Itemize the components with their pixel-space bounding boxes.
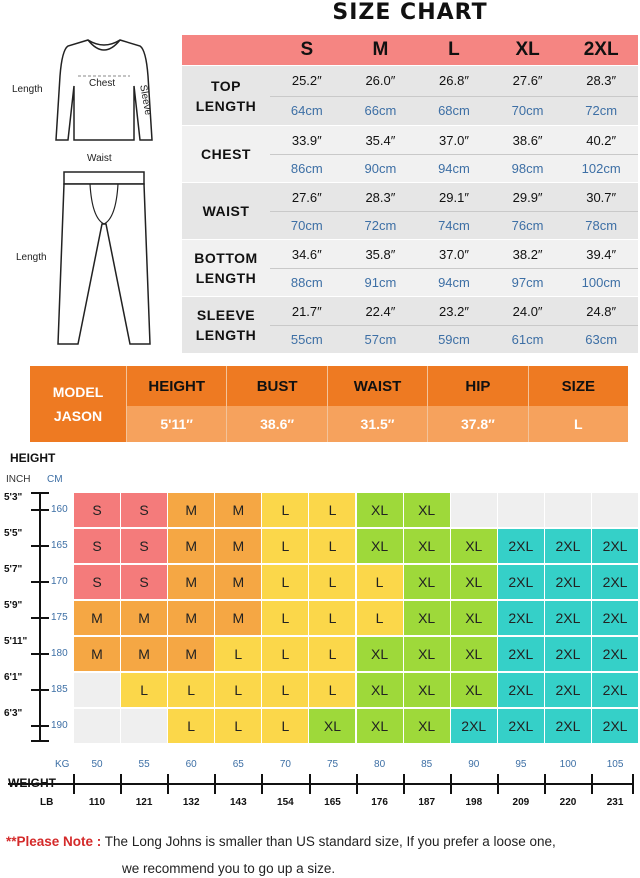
height-tick	[31, 725, 49, 727]
inch-unit-label: INCH	[6, 474, 31, 485]
grid-cell	[545, 493, 591, 527]
cm-value: 63cm	[564, 325, 638, 353]
grid-cell	[592, 493, 638, 527]
cm-value: 94cm	[417, 268, 491, 296]
grid-cell: 2XL	[592, 637, 638, 671]
grid-cell: S	[121, 529, 167, 563]
grid-cell: L	[168, 673, 214, 707]
cm-value: 68cm	[417, 96, 491, 126]
model-header: WAIST	[328, 366, 427, 406]
grid-cell: L	[309, 673, 355, 707]
grid-cell: XL	[451, 673, 497, 707]
grid-cell	[74, 709, 120, 743]
grid-cell: XL	[404, 565, 450, 599]
weight-kg-label: 90	[468, 759, 480, 770]
measurement-row-chest	[182, 126, 638, 182]
inch-value: 35.4″	[365, 132, 396, 148]
model-column	[327, 366, 427, 442]
cm-value: 61cm	[491, 325, 565, 353]
cm-value: 88cm	[270, 268, 344, 296]
grid-row	[74, 601, 640, 635]
inch-value: 28.3″	[365, 189, 396, 205]
cm-value: 102cm	[564, 154, 638, 182]
measurement-label: TOP LENGTH	[195, 77, 257, 114]
weight-kg-label: 55	[138, 759, 150, 770]
inch-value: 38.2″	[512, 246, 543, 262]
grid-cell: S	[74, 565, 120, 599]
model-label: MODEL	[52, 384, 104, 400]
pants-length-label: Length	[16, 252, 47, 263]
grid-cell: L	[168, 709, 214, 743]
cm-value: 94cm	[417, 154, 491, 182]
grid-cell: M	[168, 529, 214, 563]
grid-cell: L	[262, 601, 308, 635]
inch-value: 26.0″	[365, 73, 396, 89]
model-column	[427, 366, 527, 442]
weight-lb-label: 132	[182, 797, 200, 808]
inch-value: 24.8″	[586, 303, 617, 319]
measurement-label: BOTTOM LENGTH	[194, 250, 258, 286]
height-tick	[31, 617, 49, 619]
height-inch-label: 6'3"	[4, 708, 23, 719]
grid-cell: L	[357, 601, 403, 635]
weight-lb-label: 154	[277, 797, 294, 808]
weight-axis-line	[8, 783, 634, 785]
grid-cell: XL	[357, 673, 403, 707]
inch-value: 27.6″	[291, 189, 322, 205]
grid-cell: XL	[404, 529, 450, 563]
grid-cell: M	[168, 565, 214, 599]
pants-waist-label: Waist	[87, 153, 112, 164]
grid-row	[74, 529, 640, 563]
inch-value: 27.6″	[512, 73, 543, 89]
height-cm-label: 185	[51, 684, 68, 695]
weight-lb-label: 209	[512, 797, 530, 808]
weight-tick	[544, 774, 546, 794]
grid-cell: 2XL	[498, 529, 544, 563]
grid-cell: XL	[357, 637, 403, 671]
grid-cell: L	[262, 529, 308, 563]
height-tick	[31, 689, 49, 691]
weight-tick	[591, 774, 593, 794]
grid-cell: XL	[357, 709, 403, 743]
model-value: 37.8″	[428, 406, 527, 442]
grid-cell: 2XL	[451, 709, 497, 743]
size-header: XL	[515, 39, 540, 60]
grid-cell: S	[121, 493, 167, 527]
model-value: L	[529, 406, 628, 442]
long-pants-icon	[52, 168, 156, 352]
height-cm-label: 165	[51, 540, 68, 551]
grid-cell: XL	[451, 601, 497, 635]
grid-cell: M	[215, 601, 261, 635]
inch-value: 35.8″	[365, 246, 396, 262]
cm-value: 91cm	[344, 268, 418, 296]
grid-cell: 2XL	[592, 601, 638, 635]
inch-value: 28.3″	[586, 73, 617, 89]
grid-cell: 2XL	[545, 529, 591, 563]
measurement-label: CHEST	[201, 146, 251, 162]
grid-cell: S	[121, 565, 167, 599]
weight-tick	[309, 774, 311, 794]
weight-tick	[73, 774, 75, 794]
cm-value: 78cm	[564, 211, 638, 239]
inch-value: 23.2″	[439, 303, 469, 319]
size-note	[6, 834, 556, 849]
model-value: 5'11″	[127, 406, 226, 442]
weight-lb-label: 110	[88, 797, 106, 808]
grid-cell: XL	[451, 565, 497, 599]
grid-cell: M	[74, 637, 120, 671]
weight-lb-label: 231	[606, 797, 624, 808]
grid-cell: M	[215, 529, 261, 563]
weight-tick	[403, 774, 405, 794]
grid-cell: L	[262, 565, 308, 599]
height-cm-label: 180	[51, 648, 68, 659]
grid-row	[74, 709, 640, 743]
height-tick	[31, 509, 49, 511]
cm-value: 97cm	[491, 268, 565, 296]
weight-kg-label: 100	[559, 759, 577, 770]
height-inch-label: 5'3"	[4, 492, 23, 503]
grid-cell: 2XL	[592, 673, 638, 707]
grid-cell: L	[215, 637, 261, 671]
grid-cell: M	[121, 637, 167, 671]
model-name-cell	[30, 366, 126, 442]
weight-kg-label: 60	[185, 759, 197, 770]
inch-value: 40.2″	[586, 132, 617, 148]
height-axis-end	[31, 740, 49, 742]
inch-value: 25.2″	[291, 73, 322, 89]
grid-cell: 2XL	[498, 673, 544, 707]
height-axis-title: HEIGHT	[10, 451, 56, 465]
model-header: HIP	[428, 366, 527, 406]
weight-kg-label: 70	[279, 759, 291, 770]
height-inch-label: 5'9"	[4, 600, 23, 611]
grid-cell: XL	[309, 709, 355, 743]
inch-value: 38.6″	[512, 132, 543, 148]
height-axis-end	[31, 492, 49, 494]
weight-lb-label: 143	[229, 797, 247, 808]
size-header: L	[448, 39, 460, 60]
grid-cell: XL	[404, 601, 450, 635]
cm-value: 66cm	[344, 96, 418, 126]
weight-lb-label: 165	[324, 797, 341, 808]
grid-cell: 2XL	[545, 637, 591, 671]
height-cm-label: 160	[51, 504, 68, 515]
model-info-table	[30, 366, 628, 442]
height-tick	[31, 653, 49, 655]
cm-value: 70cm	[491, 96, 565, 126]
inch-value: 37.0″	[439, 132, 469, 148]
inch-value: 29.9″	[512, 189, 543, 205]
inch-value: 24.0″	[512, 303, 543, 319]
height-inch-label: 5'11"	[4, 636, 28, 647]
grid-cell: 2XL	[592, 565, 638, 599]
shirt-sleeve-label: Sleeve	[137, 84, 154, 117]
grid-cell: L	[215, 673, 261, 707]
weight-lb-label: 198	[465, 797, 483, 808]
grid-row	[74, 637, 640, 671]
grid-cell	[121, 709, 167, 743]
grid-cell: L	[309, 529, 355, 563]
grid-cell: 2XL	[498, 637, 544, 671]
cm-value: 76cm	[491, 211, 565, 239]
weight-tick	[497, 774, 499, 794]
grid-cell: 2XL	[498, 601, 544, 635]
grid-cell: M	[168, 601, 214, 635]
inch-value: 21.7″	[291, 303, 322, 319]
weight-tick	[214, 774, 216, 794]
inch-value: 30.7″	[586, 189, 617, 205]
grid-cell: M	[168, 493, 214, 527]
weight-kg-label: 85	[421, 759, 433, 770]
height-tick	[31, 581, 49, 583]
inch-value: 34.6″	[291, 246, 322, 262]
model-column	[126, 366, 226, 442]
model-value: 38.6″	[227, 406, 326, 442]
measurement-label: WAIST	[202, 203, 250, 219]
grid-cell: XL	[451, 637, 497, 671]
inch-value: 22.4″	[365, 303, 396, 319]
grid-cell: XL	[451, 529, 497, 563]
shirt-length-label: Length	[12, 84, 43, 95]
grid-cell: M	[168, 637, 214, 671]
grid-cell: XL	[404, 673, 450, 707]
model-header: HEIGHT	[127, 366, 226, 406]
size-header: S	[300, 39, 314, 60]
weight-tick	[356, 774, 358, 794]
weight-tick	[167, 774, 169, 794]
inch-value: 39.4″	[586, 246, 617, 262]
grid-cell: XL	[357, 529, 403, 563]
cm-value: 64cm	[270, 96, 344, 126]
note-text: The Long Johns is smaller than US standard size, If you prefer a loose one,	[101, 834, 556, 849]
grid-cell: M	[215, 565, 261, 599]
grid-cell: M	[215, 493, 261, 527]
grid-cell: 2XL	[545, 709, 591, 743]
grid-cell: 2XL	[498, 565, 544, 599]
measurement-row-waist	[182, 183, 638, 239]
weight-kg-label: 95	[515, 759, 527, 770]
grid-cell: 2XL	[592, 709, 638, 743]
size-note-continued: we recommend you to go up a size.	[122, 861, 336, 876]
grid-cell: XL	[404, 637, 450, 671]
weight-kg-label: 50	[91, 759, 103, 770]
height-tick	[31, 545, 49, 547]
weight-kg-label: 65	[232, 759, 244, 770]
weight-lb-label: 187	[418, 797, 436, 808]
inch-value: 33.9″	[291, 132, 322, 148]
grid-cell	[498, 493, 544, 527]
size-header-row	[182, 35, 638, 65]
grid-cell: 2XL	[545, 673, 591, 707]
weight-tick	[261, 774, 263, 794]
cm-value: 72cm	[564, 96, 638, 126]
size-header: 2XL	[583, 39, 619, 60]
weight-tick	[120, 774, 122, 794]
lb-unit-label: LB	[40, 797, 54, 808]
grid-cell: 2XL	[545, 565, 591, 599]
kg-unit-label: KG	[55, 759, 70, 770]
model-header: BUST	[227, 366, 326, 406]
height-inch-label: 6'1"	[4, 672, 23, 683]
weight-lb-label: 121	[135, 797, 153, 808]
weight-lb-label: 176	[371, 797, 388, 808]
cm-unit-label: CM	[47, 474, 63, 485]
grid-cell: S	[74, 529, 120, 563]
grid-row	[74, 565, 640, 599]
cm-value: 55cm	[270, 325, 344, 353]
grid-cell: 2XL	[498, 709, 544, 743]
grid-cell: L	[309, 565, 355, 599]
cm-value: 100cm	[564, 268, 638, 296]
weight-lb-label: 220	[559, 797, 577, 808]
height-cm-label: 170	[51, 576, 68, 587]
cm-value: 90cm	[344, 154, 418, 182]
grid-cell: L	[215, 709, 261, 743]
weight-tick	[450, 774, 452, 794]
cm-value: 57cm	[344, 325, 418, 353]
grid-cell	[74, 673, 120, 707]
grid-cell: L	[121, 673, 167, 707]
grid-cell: M	[74, 601, 120, 635]
model-column	[226, 366, 326, 442]
height-cm-label: 175	[51, 612, 68, 623]
grid-row	[74, 493, 640, 527]
inch-value: 29.1″	[439, 189, 469, 205]
measurement-row-bottom-length	[182, 240, 638, 296]
height-cm-label: 190	[51, 720, 68, 731]
note-label: **Please Note :	[6, 834, 102, 849]
measurement-row-sleeve-length	[182, 297, 638, 353]
cm-value: 98cm	[491, 154, 565, 182]
grid-cell: L	[309, 493, 355, 527]
model-name: JASON	[53, 408, 103, 424]
grid-cell: XL	[404, 709, 450, 743]
cm-value: 72cm	[344, 211, 418, 239]
weight-kg-label: 75	[326, 759, 339, 770]
inch-value: 37.0″	[439, 246, 469, 262]
cm-value: 86cm	[270, 154, 344, 182]
weight-kg-label: 80	[374, 759, 386, 770]
grid-cell: L	[309, 601, 355, 635]
grid-cell: L	[262, 709, 308, 743]
weight-kg-label: 105	[606, 759, 624, 770]
height-inch-label: 5'5"	[4, 528, 23, 539]
grid-cell: L	[262, 493, 308, 527]
grid-cell: 2XL	[545, 601, 591, 635]
grid-cell	[451, 493, 497, 527]
model-header: SIZE	[529, 366, 628, 406]
page-title: SIZE CHART	[332, 0, 488, 25]
grid-cell: L	[309, 637, 355, 671]
size-chart-table	[182, 35, 638, 353]
cm-value: 70cm	[270, 211, 344, 239]
grid-cell: L	[262, 673, 308, 707]
shirt-chest-label: Chest	[89, 78, 116, 89]
size-header: M	[372, 39, 389, 60]
grid-cell: S	[74, 493, 120, 527]
inch-value: 26.8″	[439, 73, 469, 89]
grid-cell: M	[121, 601, 167, 635]
size-recommendation-grid	[74, 493, 640, 745]
grid-cell: XL	[404, 493, 450, 527]
grid-cell: 2XL	[592, 529, 638, 563]
grid-row	[74, 673, 640, 707]
measurement-row-top-length	[182, 66, 638, 125]
grid-cell: L	[262, 637, 308, 671]
height-inch-label: 5'7"	[4, 564, 23, 575]
grid-cell: L	[357, 565, 403, 599]
weight-tick	[632, 774, 634, 794]
cm-value: 59cm	[417, 325, 491, 353]
measurement-label: SLEEVE LENGTH	[195, 307, 257, 343]
model-column	[528, 366, 628, 442]
model-value: 31.5″	[328, 406, 427, 442]
cm-value: 74cm	[417, 211, 491, 239]
grid-cell: XL	[357, 493, 403, 527]
